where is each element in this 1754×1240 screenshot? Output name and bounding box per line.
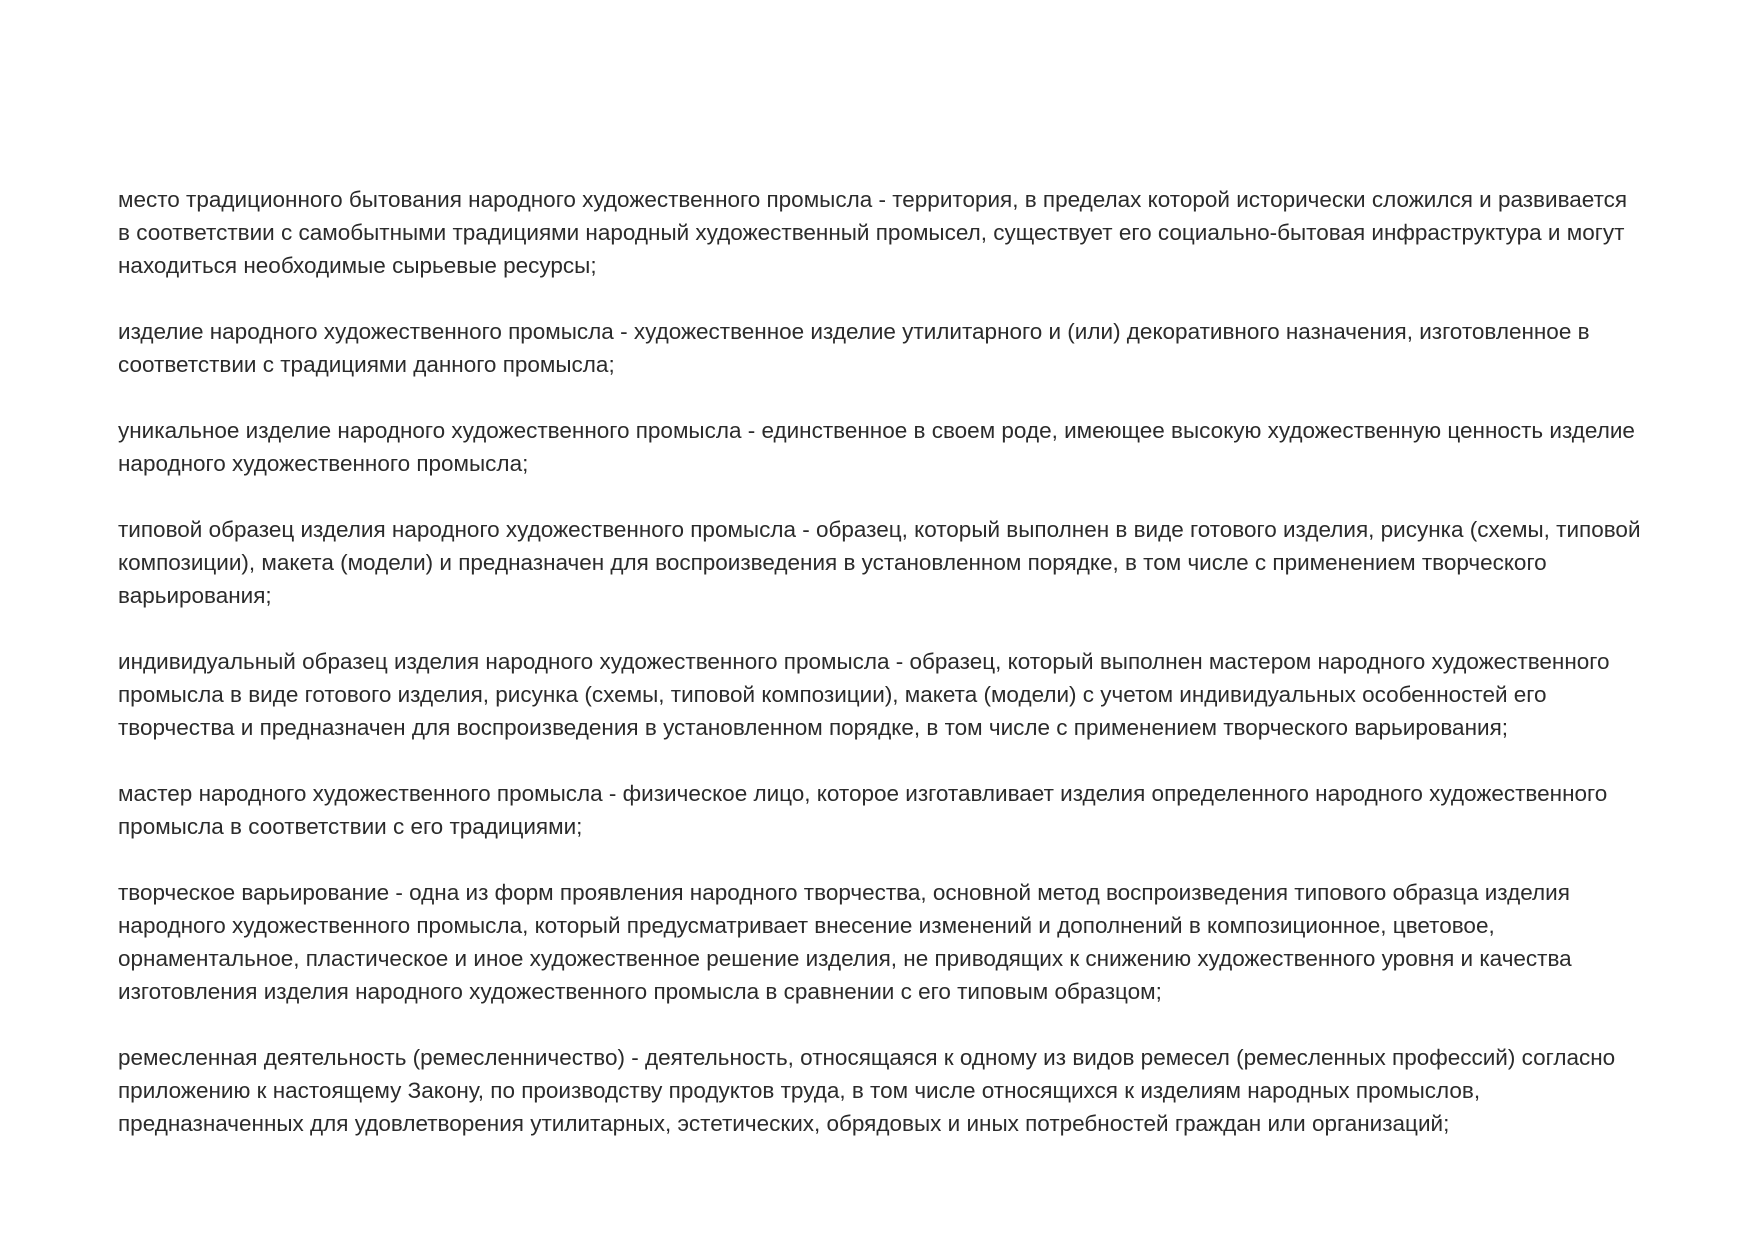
text-line: соответствии с традициями данного промысла; [118,352,615,377]
text-line: изготовления изделия народного художественного промысла в сравнении с его типовым образцом; [118,979,1162,1004]
document-body [118,183,1658,1173]
paragraph-individual-sample [118,645,1658,744]
paragraph-master [118,777,1658,843]
text-line: место традиционного бытования народного художественного промысла - территория, в пределах которой исторически сложился и развивается [118,187,1628,212]
text-line: орнаментальное, пластическое и иное художественное решение изделия, не приводящих к снижению художественного уровня и качества [118,946,1572,971]
paragraph-creative-variation [118,876,1658,1008]
text-line: варьирования; [118,583,272,608]
text-line: уникальное изделие народного художественного промысла - единственное в своем роде, имеющее высокую художественную ценность изделие [118,418,1635,443]
text-line: в соответствии с самобытными традициями народный художественный промысел, существует его социально-бытовая инфраструктура и могут [118,220,1625,245]
text-line: творчества и предназначен для воспроизведения в установленном порядке, в том числе с применением творческого варьирования; [118,715,1509,740]
text-line: композиции), макета (модели) и предназначен для воспроизведения в установленном порядке, в том числе с применением творческого [118,550,1547,575]
text-line: мастер народного художественного промысла - физическое лицо, которое изготавливает изделия определенного народного художественного [118,781,1608,806]
paragraph-folk-craft-product [118,315,1658,381]
text-line: предназначенных для удовлетворения утилитарных, эстетических, обрядовых и иных потребностей граждан или организаций; [118,1111,1450,1136]
text-line: приложению к настоящему Закону, по производству продуктов труда, в том числе относящихся к изделиям народных промыслов, [118,1078,1481,1103]
text-line: творческое варьирование - одна из форм проявления народного творчества, основной метод воспроизведения типового образца изделия [118,880,1570,905]
text-line: народного художественного промысла; [118,451,529,476]
paragraph-unique-product [118,414,1658,480]
text-line: типовой образец изделия народного художественного промысла - образец, который выполнен в виде готового изделия, рисунка (схемы, типовой [118,517,1641,542]
text-line: изделие народного художественного промысла - художественное изделие утилитарного и (или) декоративного назначения, изготовленное в [118,319,1590,344]
text-line: ремесленная деятельность (ремесленничество) - деятельность, относящаяся к одному из видов ремесел (ремесленных профессий) согласно [118,1045,1616,1070]
text-line: находиться необходимые сырьевые ресурсы; [118,253,597,278]
text-line: промысла в виде готового изделия, рисунка (схемы, типовой композиции), макета (модели) с учетом индивидуальных особенностей его [118,682,1547,707]
text-line: промысла в соответствии с его традициями; [118,814,583,839]
paragraph-craft-activity [118,1041,1658,1140]
paragraph-place-of-traditional-existence [118,183,1658,282]
text-line: народного художественного промысла, который предусматривает внесение изменений и дополнений в композиционное, цветовое, [118,913,1495,938]
text-line: индивидуальный образец изделия народного художественного промысла - образец, который выполнен мастером народного художественного [118,649,1610,674]
paragraph-standard-sample [118,513,1658,612]
